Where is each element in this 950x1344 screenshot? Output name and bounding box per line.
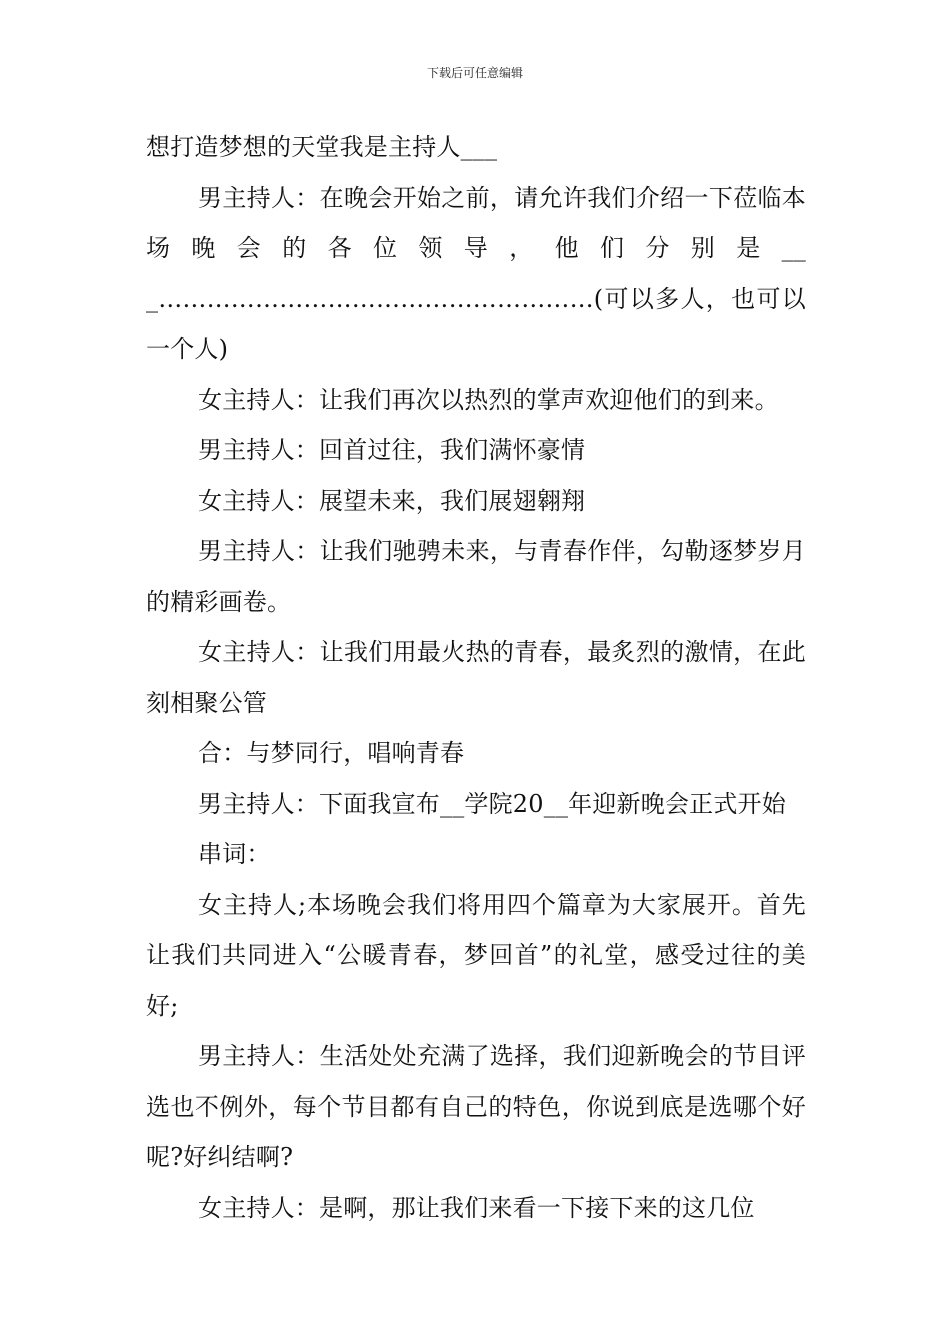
- paragraph-9: 串词：: [198, 840, 271, 868]
- paragraph-8: 男主持人：下面我宣布__学院20__年迎新晚会正式开始: [198, 789, 786, 818]
- paragraph-11: 男主持人：生活处处充满了选择，我们迎新晚会的节目评选也不例外，每个节目都有自己的特色，你说到底是选哪个好呢?好纠结啊?: [146, 1042, 806, 1171]
- paragraph-0: 想打造梦想的天堂我是主持人___: [146, 133, 498, 161]
- paragraph-4: 女主持人：展望未来，我们展翅翱翔: [198, 486, 586, 515]
- paragraph-3: 男主持人：回首过往，我们满怀豪情: [198, 436, 586, 464]
- paragraph-2: 女主持人：让我们再次以热烈的掌声欢迎他们的到来。: [198, 385, 779, 414]
- paragraph-6: 女主持人：让我们用最火热的青春，最炙烈的激情，在此刻相聚公管: [146, 638, 806, 717]
- paragraph-7: 合：与梦同行，唱响青春: [198, 739, 465, 767]
- paragraph-1: 男主持人：在晚会开始之前，请允许我们介绍一下莅临本场晚会的各位领导，他们分别是___………………………………………………(可以多人，也可以一个人): [146, 183, 806, 363]
- paragraph-5: 男主持人：让我们驰骋未来，与青春作伴，勾勒逐梦岁月的精彩画卷。: [146, 537, 806, 616]
- paragraph-10: 女主持人;本场晚会我们将用四个篇章为大家展开。首先让我们共同进入“公暖青春，梦回首”的礼堂，感受过往的美好;: [146, 890, 806, 1020]
- document-body: [146, 122, 806, 1233]
- page-header: 下载后可任意编辑: [426, 66, 523, 80]
- paragraph-12: 女主持人：是啊，那让我们来看一下接下来的这几位: [198, 1193, 755, 1222]
